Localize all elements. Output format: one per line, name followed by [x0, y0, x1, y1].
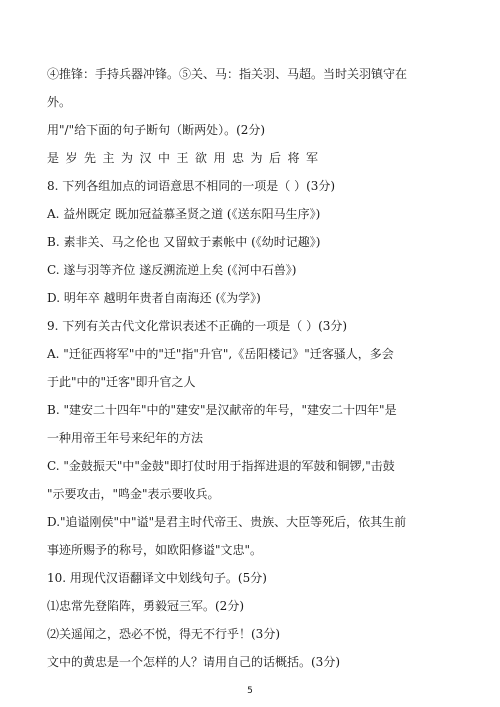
question-9-option-b-line-1: B. "建安二十四年"中的"建安"是汉献帝的年号，"建安二十四年"是 [47, 403, 397, 417]
note-line-1: ④推锋：手持兵器冲锋。⑤关、马：指关羽、马超。当时关羽镇守在 [47, 67, 408, 81]
question-8-option-a: A. 益州既定 既加冠益慕圣贤之道 (《送东阳马生序》) [47, 207, 321, 221]
question-9-option-a-line-2: 于此"中的"迁客"即升官之人 [47, 375, 196, 389]
question-9-option-d-line-2: 事迹所赐予的称号，如欧阳修谥"文忠"。 [47, 543, 263, 557]
question-9-option-d-line-1: D."追谥刚侯"中"谥"是君主时代帝王、贵族、大臣等死后，依其生前 [47, 515, 407, 529]
question-9-option-c-line-2: "示要攻击，"鸣金"表示要收兵。 [47, 487, 220, 501]
question-9-option-b-line-2: 一种用帝王年号来纪年的方法 [47, 431, 204, 445]
question-8-option-c: C. 遂与羽等齐位 遂反溯流逆上矣 (《河中石兽》) [47, 263, 297, 277]
question-prompt-punctuate: 用"/"给下面的句子断句（断两处）。(2分) [47, 123, 266, 137]
question-10-stem: 10. 用现代汉语翻译文中划线句子。(5分) [47, 571, 267, 585]
question-10-part-2: ⑵关遥闻之，恐必不悦，得无不行乎！(3分) [47, 627, 280, 641]
question-9-option-a-line-1: A. "迁征西将军"中的"迁"指"升官",《岳阳楼记》"迁客骚人，多会 [47, 347, 394, 361]
question-9-option-c-line-1: C. "金鼓振天"中"金鼓"即打仗时用于指挥进退的军鼓和铜锣,"击鼓 [47, 459, 395, 473]
question-10-part-1: ⑴忠常先登陷阵，勇毅冠三军。(2分) [47, 599, 244, 613]
question-11-stem: 文中的黄忠是一个怎样的人？请用自己的话概括。(3分) [47, 655, 341, 669]
sentence-to-punctuate: 是岁先主为汉中王欲用忠为后将军 [47, 151, 325, 165]
question-9-stem: 9. 下列有关古代文化常识表述不正确的一项是（ ）(3分) [47, 319, 348, 333]
question-8-stem: 8. 下列各组加点的词语意思不相同的一项是（ ）(3分) [47, 179, 336, 193]
question-8-option-b: B. 素非关、马之伦也 又留蚊于素帐中 (《幼时记趣》) [47, 235, 321, 249]
question-8-option-d: D. 明年卒 越明年贵者自南海还 (《为学》) [47, 291, 261, 305]
page-number: 5 [247, 686, 253, 696]
note-line-2: 外。 [47, 95, 72, 109]
